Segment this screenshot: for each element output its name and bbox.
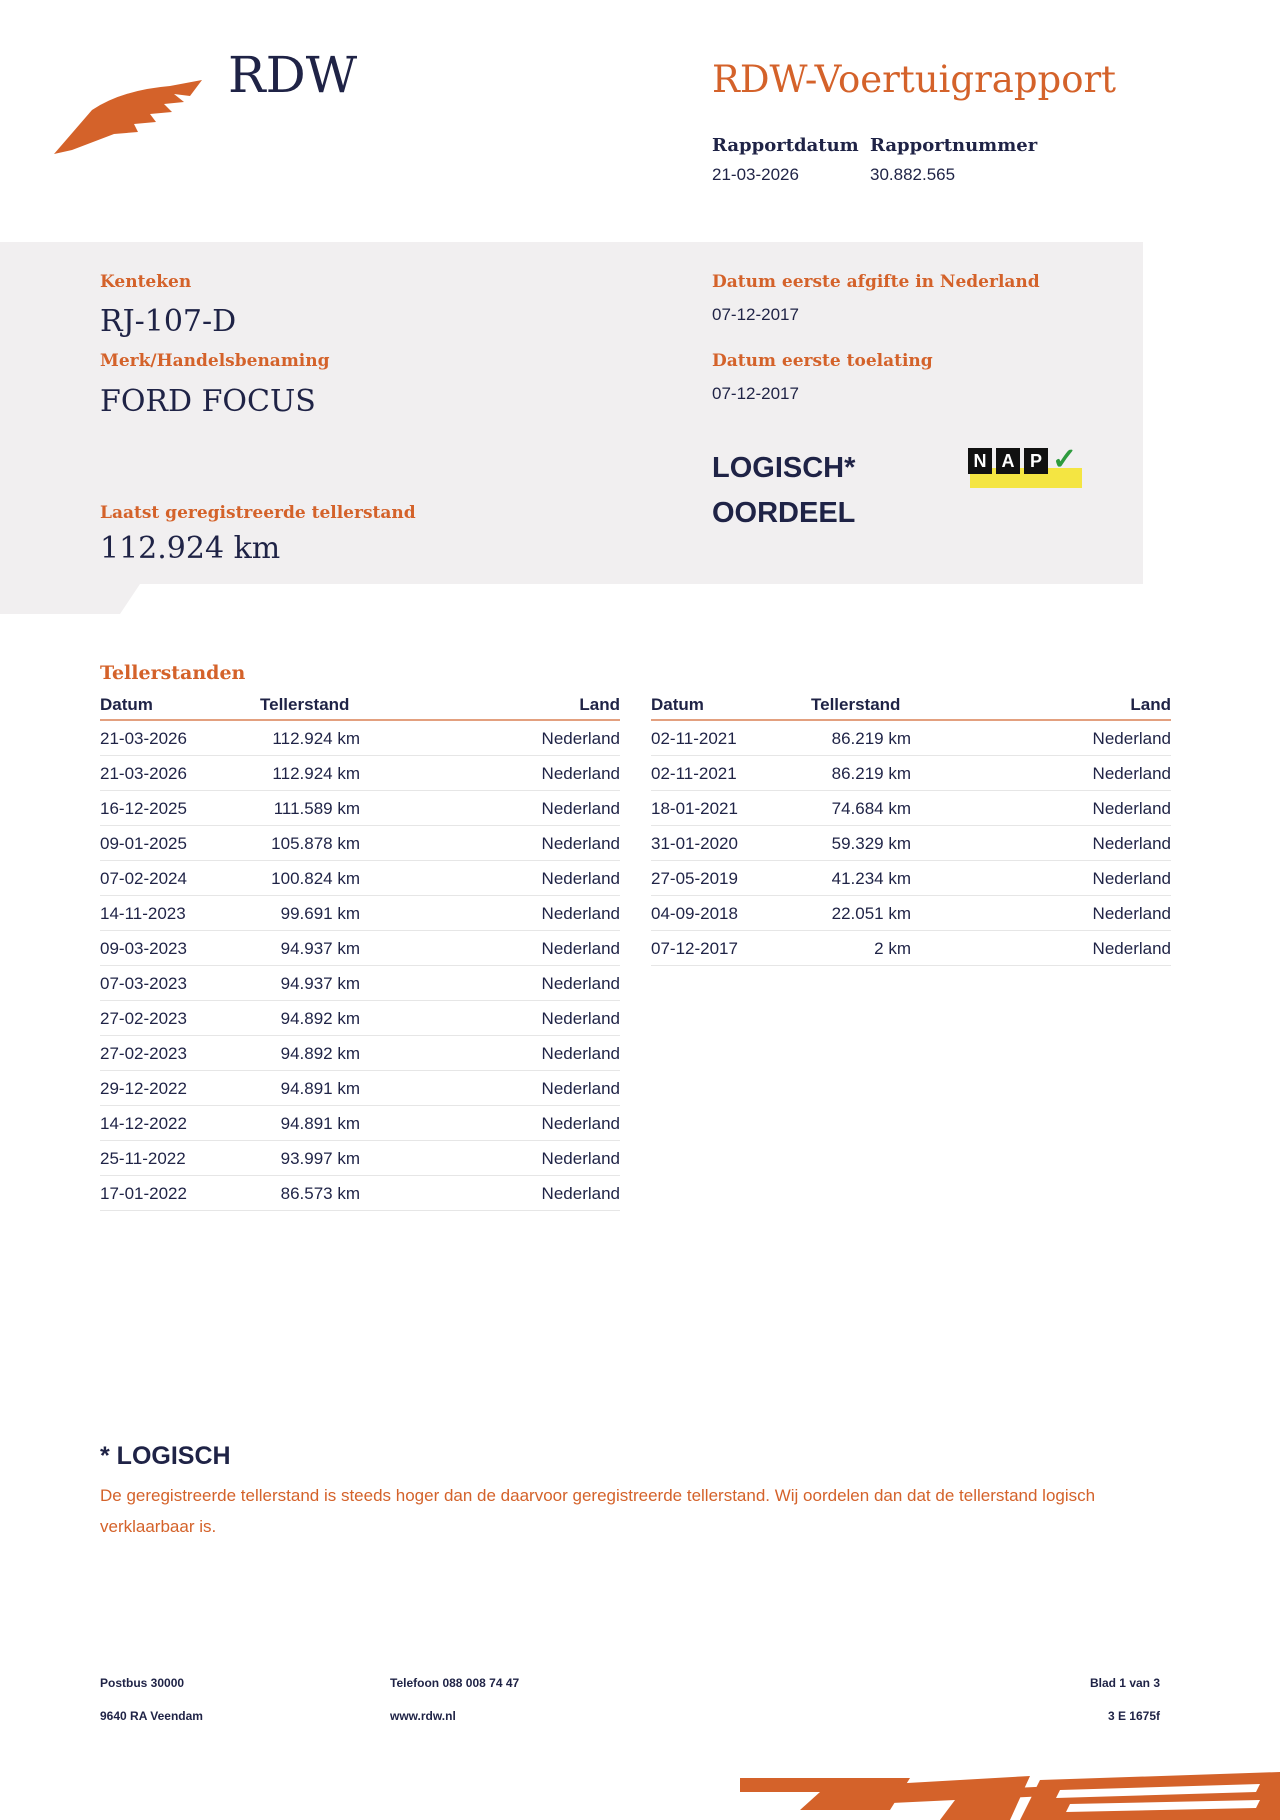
table-row (100, 1036, 620, 1071)
reading-date: 02-11-2021 (651, 764, 737, 783)
verdict-title: LOGISCH* (712, 452, 856, 484)
reading-km: 59.329 km (831, 834, 911, 853)
table-row (651, 756, 1171, 791)
first-issue-label: Datum eerste afgifte in Nederland (712, 272, 1040, 292)
nap-letter-a: A (996, 448, 1020, 474)
table-row (100, 1106, 620, 1141)
reading-country: Nederland (1092, 729, 1171, 748)
reading-km: 94.937 km (280, 974, 360, 993)
reading-date: 07-12-2017 (651, 939, 738, 958)
decorative-stripes-icon (740, 1770, 1280, 1820)
report-date-label: Rapportdatum (712, 135, 859, 156)
last-mileage-label: Laatst geregistreerde tellerstand (100, 503, 416, 523)
reading-km: 86.573 km (280, 1184, 360, 1203)
header-date: Datum (651, 695, 704, 714)
reading-date: 21-03-2026 (100, 729, 187, 748)
reading-date: 29-12-2022 (100, 1079, 187, 1098)
last-mileage-value: 112.924 km (100, 531, 281, 566)
reading-km: 22.051 km (831, 904, 911, 923)
table-row (100, 896, 620, 931)
reading-km: 94.937 km (280, 939, 360, 958)
reading-km: 111.589 km (273, 799, 360, 818)
table-row (100, 721, 620, 756)
kenteken-label: Kenteken (100, 272, 192, 292)
reading-country: Nederland (541, 799, 620, 818)
reading-country: Nederland (1092, 764, 1171, 783)
brand-name: RDW (228, 46, 358, 104)
header-date: Datum (100, 695, 153, 714)
table-row (100, 861, 620, 896)
table-header (100, 693, 620, 721)
reading-country: Nederland (1092, 869, 1171, 888)
reading-date: 07-03-2023 (100, 974, 187, 993)
reading-country: Nederland (1092, 904, 1171, 923)
header-km: Tellerstand (260, 695, 350, 714)
report-number-label: Rapportnummer (870, 135, 1038, 156)
reading-country: Nederland (1092, 939, 1171, 958)
footer-city: 9640 RA Veendam (100, 1709, 203, 1723)
footer-code: 3 E 1675f (1107, 1709, 1160, 1723)
table-row (651, 931, 1171, 966)
table-row (100, 966, 620, 1001)
reading-country: Nederland (541, 869, 620, 888)
panel-tail-shape (0, 584, 150, 614)
rdw-logo-icon (52, 72, 212, 162)
header-land: Land (1130, 695, 1171, 714)
reading-date: 31-01-2020 (651, 834, 738, 853)
readings-title: Tellerstanden (100, 662, 246, 684)
reading-date: 17-01-2022 (100, 1184, 187, 1203)
table-row (100, 1071, 620, 1106)
table-row (651, 896, 1171, 931)
reading-km: 100.824 km (271, 869, 360, 888)
reading-date: 09-01-2025 (100, 834, 187, 853)
reading-km: 99.691 km (280, 904, 360, 923)
footer-postbus: Postbus 30000 (100, 1676, 185, 1690)
nap-letter-p: P (1024, 448, 1048, 474)
kenteken-value: RJ-107-D (100, 304, 237, 339)
reading-km: 93.997 km (280, 1149, 360, 1168)
reading-date: 02-11-2021 (651, 729, 737, 748)
table-row (100, 931, 620, 966)
nap-check-icon: ✓ (1052, 443, 1078, 476)
reading-date: 04-09-2018 (651, 904, 738, 923)
table-row (100, 1176, 620, 1211)
header-land: Land (579, 695, 620, 714)
reading-country: Nederland (541, 1184, 620, 1203)
reading-date: 27-05-2019 (651, 869, 738, 888)
merk-label: Merk/Handelsbenaming (100, 351, 330, 371)
table-row (100, 1141, 620, 1176)
reading-date: 27-02-2023 (100, 1044, 187, 1063)
reading-date: 27-02-2023 (100, 1009, 187, 1028)
reading-km: 112.924 km (272, 729, 360, 748)
header-km: Tellerstand (811, 695, 901, 714)
table-header (651, 693, 1171, 721)
reading-km: 2 km (874, 939, 911, 958)
reading-date: 16-12-2025 (100, 799, 187, 818)
table-row (651, 721, 1171, 756)
table-row (100, 791, 620, 826)
reading-date: 14-12-2022 (100, 1114, 187, 1133)
reading-date: 18-01-2021 (651, 799, 738, 818)
table-body (651, 721, 1171, 966)
readings-table-left (100, 693, 620, 1211)
reading-country: Nederland (541, 1114, 620, 1133)
verdict-subtitle: OORDEEL (712, 497, 856, 529)
reading-country: Nederland (541, 764, 620, 783)
reading-country: Nederland (541, 974, 620, 993)
table-row (100, 756, 620, 791)
reading-country: Nederland (541, 1044, 620, 1063)
reading-country: Nederland (1092, 834, 1171, 853)
table-body (100, 721, 620, 1211)
reading-country: Nederland (541, 904, 620, 923)
reading-date: 14-11-2023 (100, 904, 186, 923)
report-title: RDW-Voertuigrapport (712, 58, 1117, 101)
reading-country: Nederland (541, 729, 620, 748)
reading-country: Nederland (541, 939, 620, 958)
table-row (100, 1001, 620, 1036)
reading-date: 25-11-2022 (100, 1149, 186, 1168)
merk-value: FORD FOCUS (100, 384, 316, 419)
footnote-text: De geregistreerde tellerstand is steeds hoger dan de daarvoor geregistreerde tellerstand. Wij oordelen dan dat de tellerstand logisch verklaarbaar is. (100, 1486, 1096, 1536)
report-date: 21-03-2026 (712, 165, 799, 184)
readings-table-right (651, 693, 1171, 966)
report-number: 30.882.565 (870, 165, 956, 184)
reading-km: 94.891 km (280, 1079, 360, 1098)
reading-km: 86.219 km (831, 729, 911, 748)
footnote-title: * LOGISCH (100, 1442, 231, 1470)
footer-website-link[interactable]: www.rdw.nl (390, 1709, 456, 1723)
reading-km: 94.891 km (280, 1114, 360, 1133)
reading-km: 74.684 km (831, 799, 911, 818)
first-issue-date: 07-12-2017 (712, 305, 799, 324)
nap-logo-icon (966, 444, 1086, 492)
reading-country: Nederland (541, 834, 620, 853)
reading-km: 112.924 km (272, 764, 360, 783)
reading-km: 41.234 km (831, 869, 911, 888)
reading-country: Nederland (541, 1079, 620, 1098)
footer-page-number: Blad 1 van 3 (1089, 1676, 1160, 1690)
reading-km: 94.892 km (280, 1009, 360, 1028)
reading-country: Nederland (541, 1009, 620, 1028)
table-row (100, 826, 620, 861)
reading-date: 21-03-2026 (100, 764, 187, 783)
footer-phone: Telefoon 088 008 74 47 (390, 1676, 520, 1690)
table-row (651, 861, 1171, 896)
reading-km: 86.219 km (831, 764, 911, 783)
first-admission-date: 07-12-2017 (712, 384, 799, 403)
table-row (651, 791, 1171, 826)
nap-letter-n: N (968, 448, 992, 474)
reading-km: 105.878 km (271, 834, 360, 853)
reading-date: 09-03-2023 (100, 939, 187, 958)
first-admission-label: Datum eerste toelating (712, 351, 933, 371)
table-row (651, 826, 1171, 861)
reading-km: 94.892 km (280, 1044, 360, 1063)
reading-date: 07-02-2024 (100, 869, 187, 888)
reading-country: Nederland (1092, 799, 1171, 818)
reading-country: Nederland (541, 1149, 620, 1168)
